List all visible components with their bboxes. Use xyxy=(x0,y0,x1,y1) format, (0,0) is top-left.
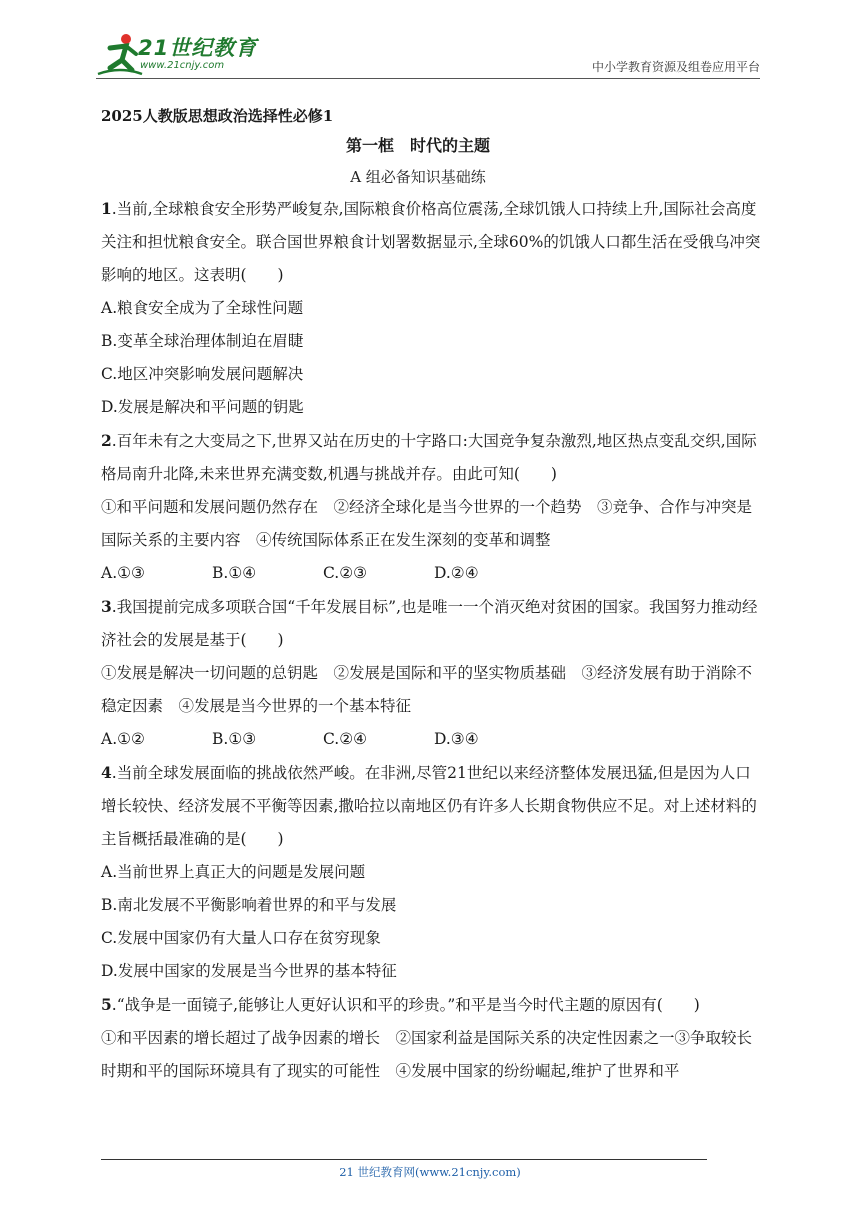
question-number: 4 xyxy=(101,763,112,782)
option-c[interactable]: C.地区冲突影响发展问题解决 xyxy=(101,365,304,383)
footer-link[interactable]: 21 世纪教育网(www.21cnjy.com) xyxy=(339,1165,521,1179)
option-c[interactable]: C.发展中国家仍有大量人口存在贫穷现象 xyxy=(101,929,381,947)
site-logo[interactable] xyxy=(96,30,266,78)
question-stem xyxy=(101,192,765,292)
logo-main-text: 21世纪教育 xyxy=(138,36,258,60)
question-5 xyxy=(101,988,765,1088)
question-3 xyxy=(101,590,765,756)
option-row xyxy=(101,557,765,590)
question-text: .当前全球发展面临的挑战依然严峻。在非洲,尽管21世纪以来经济整体发展迅猛,但是因为人口增长较快、经济发展不平衡等因素,撒哈拉以南地区仍有许多人长期食物供应不足。对上述材料的主旨概括最准确的是( ) xyxy=(101,764,757,848)
question-statements: ①发展是解决一切问题的总钥匙 ②发展是国际和平的坚实物质基础 ③经济发展有助于消除不稳定因素 ④发展是当今世界的一个基本特征 xyxy=(101,664,753,715)
question-statements: ①和平问题和发展问题仍然存在 ②经济全球化是当今世界的一个趋势 ③竞争、合作与冲突是国际关系的主要内容 ④传统国际体系正在发生深刻的变革和调整 xyxy=(101,498,753,549)
section-title: 第一框 时代的主题 xyxy=(345,136,490,155)
question-stem xyxy=(101,756,765,856)
option-row xyxy=(101,723,765,756)
option-d[interactable]: D.发展是解决和平问题的钥匙 xyxy=(101,398,304,416)
question-stem xyxy=(101,424,765,491)
option-d[interactable]: D.②④ xyxy=(434,564,479,582)
option-b[interactable]: B.变革全球治理体制迫在眉睫 xyxy=(101,332,304,350)
question-4 xyxy=(101,756,765,988)
option-a[interactable]: A.①② xyxy=(101,730,145,748)
option-c[interactable]: C.②④ xyxy=(323,730,368,748)
logo-url-text: www.21cnjy.com xyxy=(140,60,225,71)
option-a[interactable]: A.粮食安全成为了全球性问题 xyxy=(101,299,304,317)
option-b[interactable]: B.①④ xyxy=(212,564,257,582)
document-body xyxy=(101,96,765,1088)
document-title: 2025人教版思想政治选择性必修1 xyxy=(101,107,334,125)
option-a[interactable]: A.①③ xyxy=(101,564,145,582)
option-a[interactable]: A.当前世界上真正大的问题是发展问题 xyxy=(101,863,366,881)
question-stem xyxy=(101,988,765,1022)
question-1 xyxy=(101,192,765,424)
question-text: .当前,全球粮食安全形势严峻复杂,国际粮食价格高位震荡,全球饥饿人口持续上升,国际社会高度关注和担忧粮食安全。联合国世界粮食计划署数据显示,全球60%的饥饿人口都生活在受俄乌冲突影响的地区。这表明( ) xyxy=(101,200,761,284)
question-2 xyxy=(101,424,765,590)
platform-name: 中小学教育资源及组卷应用平台 xyxy=(591,60,760,74)
question-text: .“战争是一面镜子,能够让人更好认识和平的珍贵。”和平是当今时代主题的原因有( ) xyxy=(111,996,700,1014)
question-number: 5 xyxy=(101,995,112,1014)
page-header xyxy=(96,30,760,80)
question-number: 3 xyxy=(101,597,112,616)
runner-icon xyxy=(96,30,144,78)
option-b[interactable]: B.①③ xyxy=(212,730,257,748)
option-c[interactable]: C.②③ xyxy=(323,564,368,582)
option-d[interactable]: D.发展中国家的发展是当今世界的基本特征 xyxy=(101,962,397,980)
question-number: 2 xyxy=(101,431,112,450)
question-text: .我国提前完成多项联合国“千年发展目标”,也是唯一一个消灭绝对贫困的国家。我国努力推动经济社会的发展是基于( ) xyxy=(101,598,758,649)
group-title: A 组必备知识基础练 xyxy=(350,168,486,186)
question-text: .百年未有之大变局之下,世界又站在历史的十字路口:大国竞争复杂激烈,地区热点变乱交织,国际格局南升北降,未来世界充满变数,机遇与挑战并存。由此可知( ) xyxy=(101,432,757,483)
question-statements: ①和平因素的增长超过了战争因素的增长 ②国家利益是国际关系的决定性因素之一③争取较长时期和平的国际环境具有了现实的可能性 ④发展中国家的纷纷崛起,维护了世界和平 xyxy=(101,1029,753,1080)
header-divider xyxy=(96,78,760,79)
question-stem xyxy=(101,590,765,657)
question-number: 1 xyxy=(101,199,112,218)
footer-divider xyxy=(101,1159,707,1160)
option-d[interactable]: D.③④ xyxy=(434,730,479,748)
option-b[interactable]: B.南北发展不平衡影响着世界的和平与发展 xyxy=(101,896,397,914)
